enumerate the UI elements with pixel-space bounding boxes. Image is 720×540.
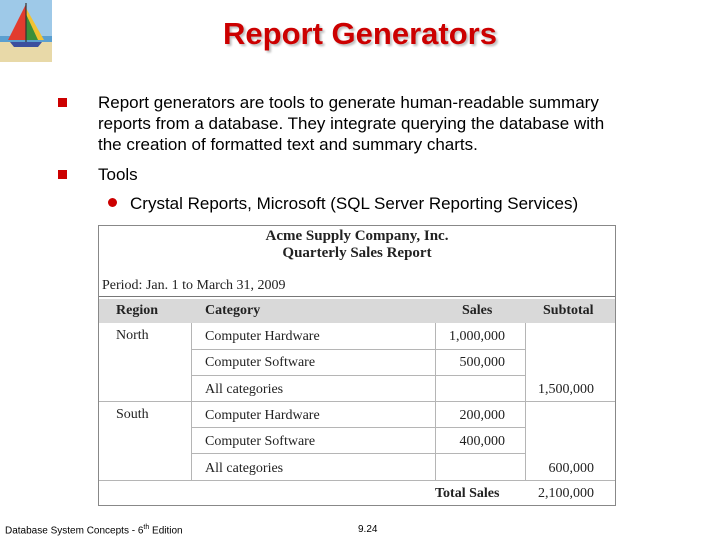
grid-line — [191, 349, 525, 350]
cell-category: Computer Hardware — [205, 329, 320, 344]
footer-sup: th — [143, 524, 150, 531]
bullet-1-line-2: reports from a database. They integrate querying the database with — [98, 114, 605, 133]
footer-edition: Edition — [149, 525, 183, 537]
grid-line — [99, 401, 615, 402]
slide-title: Report Generators — [223, 16, 497, 51]
cell-category: All categories — [205, 461, 284, 476]
cell-region: South — [116, 407, 149, 422]
footer-text: Database System Concepts - 6 — [5, 525, 144, 537]
cell-sales: 1,000,000 — [449, 329, 505, 344]
grid-line — [99, 480, 615, 481]
bullet-square-icon — [58, 98, 67, 107]
total-value: 2,100,000 — [538, 486, 594, 501]
sales-report-figure — [98, 225, 616, 506]
header-region: Region — [116, 303, 158, 318]
period-divider — [99, 296, 615, 297]
sub-bullet-text: Crystal Reports, Microsoft (SQL Server Reporting Services) — [130, 194, 579, 213]
footer-left — [5, 524, 183, 536]
header-subtotal: Subtotal — [543, 303, 594, 318]
cell-region: North — [116, 328, 149, 343]
cell-subtotal: 600,000 — [548, 461, 594, 476]
report-period: Period: Jan. 1 to March 31, 2009 — [102, 278, 286, 293]
table-header-row — [99, 299, 615, 323]
cell-category: Computer Software — [205, 434, 316, 449]
cell-category: Computer Software — [205, 355, 316, 370]
header-sales: Sales — [462, 303, 493, 318]
bullet-1-line-3: the creation of formatted text and summary charts. — [98, 135, 478, 154]
header-category: Category — [205, 303, 261, 318]
report-company: Acme Supply Company, Inc. — [265, 228, 449, 244]
grid-line — [191, 453, 525, 454]
cell-subtotal: 1,500,000 — [538, 382, 594, 397]
grid-line — [191, 375, 525, 376]
footer-page-number: 9.24 — [358, 524, 378, 535]
cell-category: Computer Hardware — [205, 408, 320, 423]
bullet-1-line-1: Report generators are tools to generate human-readable summary — [98, 93, 599, 112]
report-title: Quarterly Sales Report — [282, 245, 432, 261]
bullet-2-text: Tools — [98, 165, 138, 184]
cell-sales: 500,000 — [459, 355, 505, 370]
cell-sales: 200,000 — [459, 408, 505, 423]
bullet-square-icon — [58, 170, 67, 179]
grid-line — [191, 427, 525, 428]
bullet-circle-icon — [108, 198, 117, 207]
bullet-1-text — [98, 92, 604, 155]
cell-category: All categories — [205, 382, 284, 397]
total-label: Total Sales — [435, 486, 500, 501]
cell-sales: 400,000 — [459, 434, 505, 449]
